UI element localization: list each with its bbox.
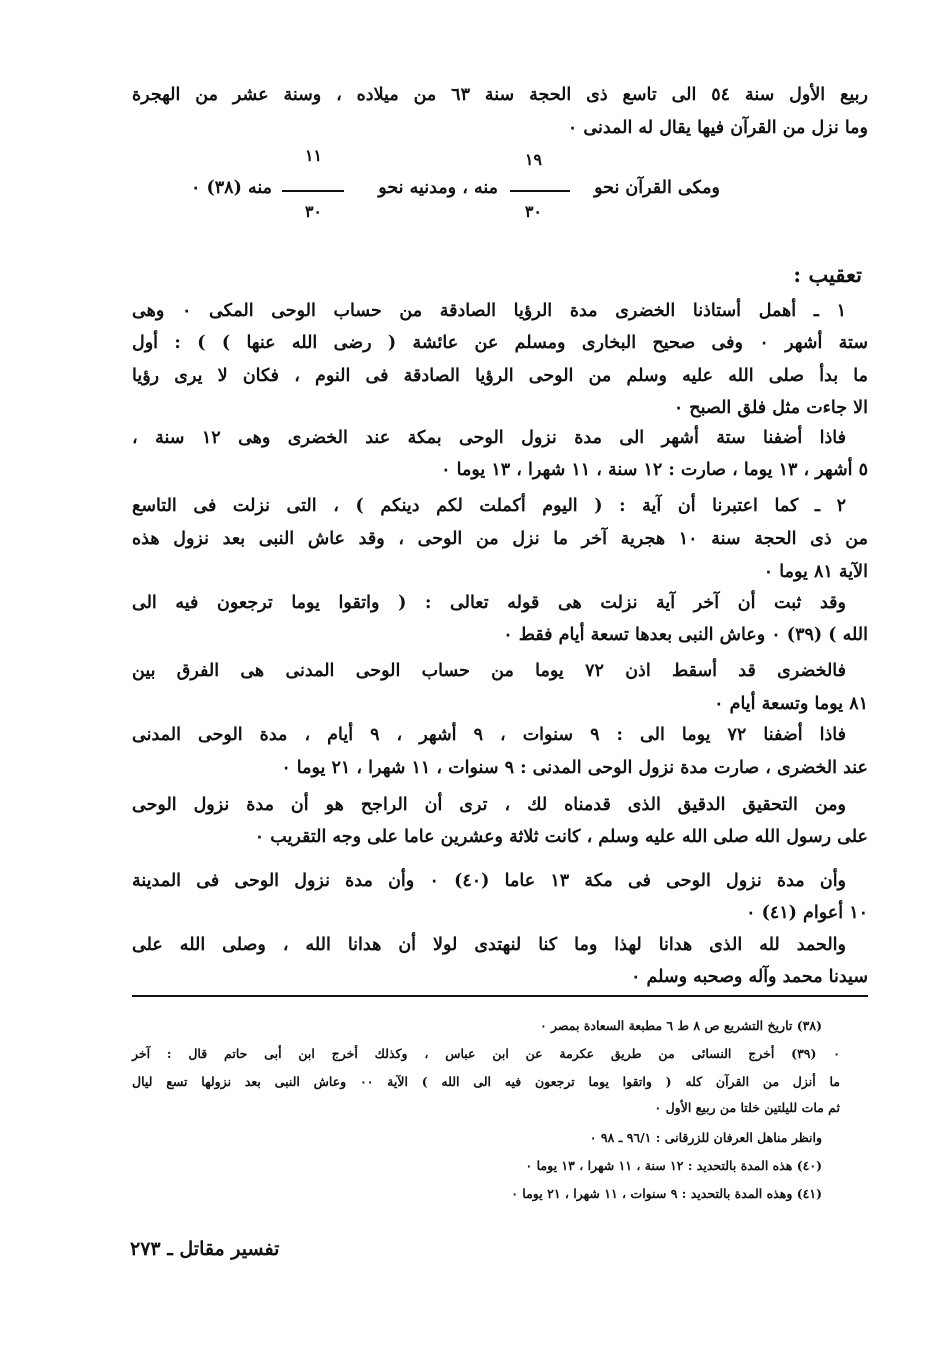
footnote-separator (132, 995, 868, 997)
body-line: من ذى الحجة سنة ١٠ هجرية آخر ما نزل من الوحى ، وقد عاش النبى بعد نزول هذه (132, 529, 868, 549)
body-line: ٨١ يوما وتسعة أيام ٠ (714, 694, 868, 714)
body-line: ١ ـ أهمل أستاذنا الخضرى مدة الرؤيا الصادقة من حساب الوحى المكى ٠ وهى (132, 301, 847, 321)
footnote-line: ٠ (٣٩) أخرج النسائى من طريق عكرمة عن ابن عباس ، وكذلك أخرج ابن أبى حاتم قال : آخر (132, 1046, 840, 1061)
body-line: فالخضرى قد أسقط اذن ٧٢ يوما من حساب الوحى المدنى هى الفرق بين (132, 661, 846, 681)
body-line: وما نزل من القرآن فيها يقال له المدنى ٠ (567, 118, 868, 138)
fraction-text-2: منه ، ومدنيه نحو (378, 178, 498, 198)
body-line: الآية ٨١ يوما ٠ (763, 562, 868, 582)
body-line: وأن مدة نزول الوحى فى مكة ١٣ عاما (٤٠) ٠ وأن مدة نزول الوحى فى المدينة (132, 871, 847, 891)
body-line: فاذا أضفنا ستة أشهر الى مدة نزول الوحى بمكة عند الخضرى وهى ١٢ سنة ، (132, 428, 846, 448)
fraction-denominator-2: ٣٠ (304, 202, 322, 221)
footnote-line: (٤٠) هذه المدة بالتحديد : ١٢ سنة ، ١١ شهرا ، ١٣ يوما ٠ (525, 1158, 822, 1173)
fraction-bar-2 (282, 190, 344, 192)
fraction-numerator-1: ١٩ (524, 150, 542, 169)
body-line: فاذا أضفنا ٧٢ يوما الى : ٩ سنوات ، ٩ أشهر ، ٩ أيام ، مدة الوحى المدنى (132, 725, 846, 745)
body-line: على رسول الله صلى الله عليه وسلم ، كانت ثلاثة وعشرين عاما على وجه التقريب ٠ (254, 827, 868, 847)
footnote-line: (٣٨) تاريخ التشريع ص ٨ ط ٦ مطبعة السعادة بمصر ٠ (539, 1018, 822, 1033)
footnote-line: (٤١) وهذه المدة بالتحديد : ٩ سنوات ، ١١ شهرا ، ٢١ يوما ٠ (511, 1186, 822, 1201)
body-line: والحمد لله الذى هدانا لهذا وما كنا لنهتدى لولا أن هدانا الله ، وصلى الله على (132, 935, 846, 955)
fraction-bar-1 (510, 190, 570, 192)
page-footer: تفسير مقاتل ـ ٢٧٣ (130, 1238, 280, 1260)
footnote-line: وانظر مناهل العرفان للزرقانى : ٩٦/١ ـ ٩٨ ٠ (589, 1130, 822, 1145)
section-heading: تعقيب : (793, 262, 862, 287)
fraction-denominator-1: ٣٠ (524, 202, 542, 221)
fraction-text-1: ومكى القرآن نحو (594, 178, 720, 198)
body-line: ١٠ أعوام (٤١) ٠ (746, 903, 868, 923)
body-line: ما بدأ صلى الله عليه وسلم من الوحى الرؤيا الصادقة فى النوم ، فكان لا يرى رؤيا (132, 366, 868, 386)
body-line: ومن التحقيق الدقيق الذى قدمناه لك ، ترى أن الراجح هو أن مدة نزول الوحى (132, 795, 846, 815)
body-line: ٥ أشهر ، ١٣ يوما ، صارت : ١٢ سنة ، ١١ شهرا ، ١٣ يوما ٠ (441, 460, 868, 480)
fraction-numerator-2: ١١ (304, 146, 322, 165)
fraction-line (160, 146, 720, 230)
footnote-line: ما أنزل من القرآن كله ( واتقوا يوما ترجعون فيه الى الله ) الآية ٠٠ وعاش النبى بعد نزولها تسع ليال (132, 1074, 840, 1089)
body-line: الا جاءت مثل فلق الصبح ٠ (673, 398, 868, 418)
body-line: ٢ ـ كما اعتبرنا أن آية : ( اليوم أكملت لكم دينكم ) ، التى نزلت فى التاسع (132, 496, 846, 516)
body-line: وقد ثبت أن آخر آية نزلت هى قوله تعالى : ( واتقوا يوما ترجعون فيه الى (132, 593, 846, 613)
body-line: الله ) (٣٩) ٠ وعاش النبى بعدها تسعة أيام فقط ٠ (503, 625, 868, 645)
body-line: ربيع الأول سنة ٥٤ الى تاسع ذى الحجة سنة ٦٣ من ميلاده ، وسنة عشر من الهجرة (132, 85, 868, 105)
body-line: عند الخضرى ، صارت مدة نزول الوحى المدنى : ٩ سنوات ، ١١ شهرا ، ٢١ يوما ٠ (281, 758, 868, 778)
body-line: سيدنا محمد وآله وصحبه وسلم ٠ (630, 967, 868, 987)
fraction-text-3: منه (٣٨) ٠ (190, 178, 272, 198)
footnote-line: ثم مات لليلتين خلتا من ربيع الأول ٠ (654, 1100, 840, 1115)
body-line: ستة أشهر ٠ وفى صحيح البخارى ومسلم عن عائشة ( رضى الله عنها ) ) : أول (132, 333, 868, 353)
